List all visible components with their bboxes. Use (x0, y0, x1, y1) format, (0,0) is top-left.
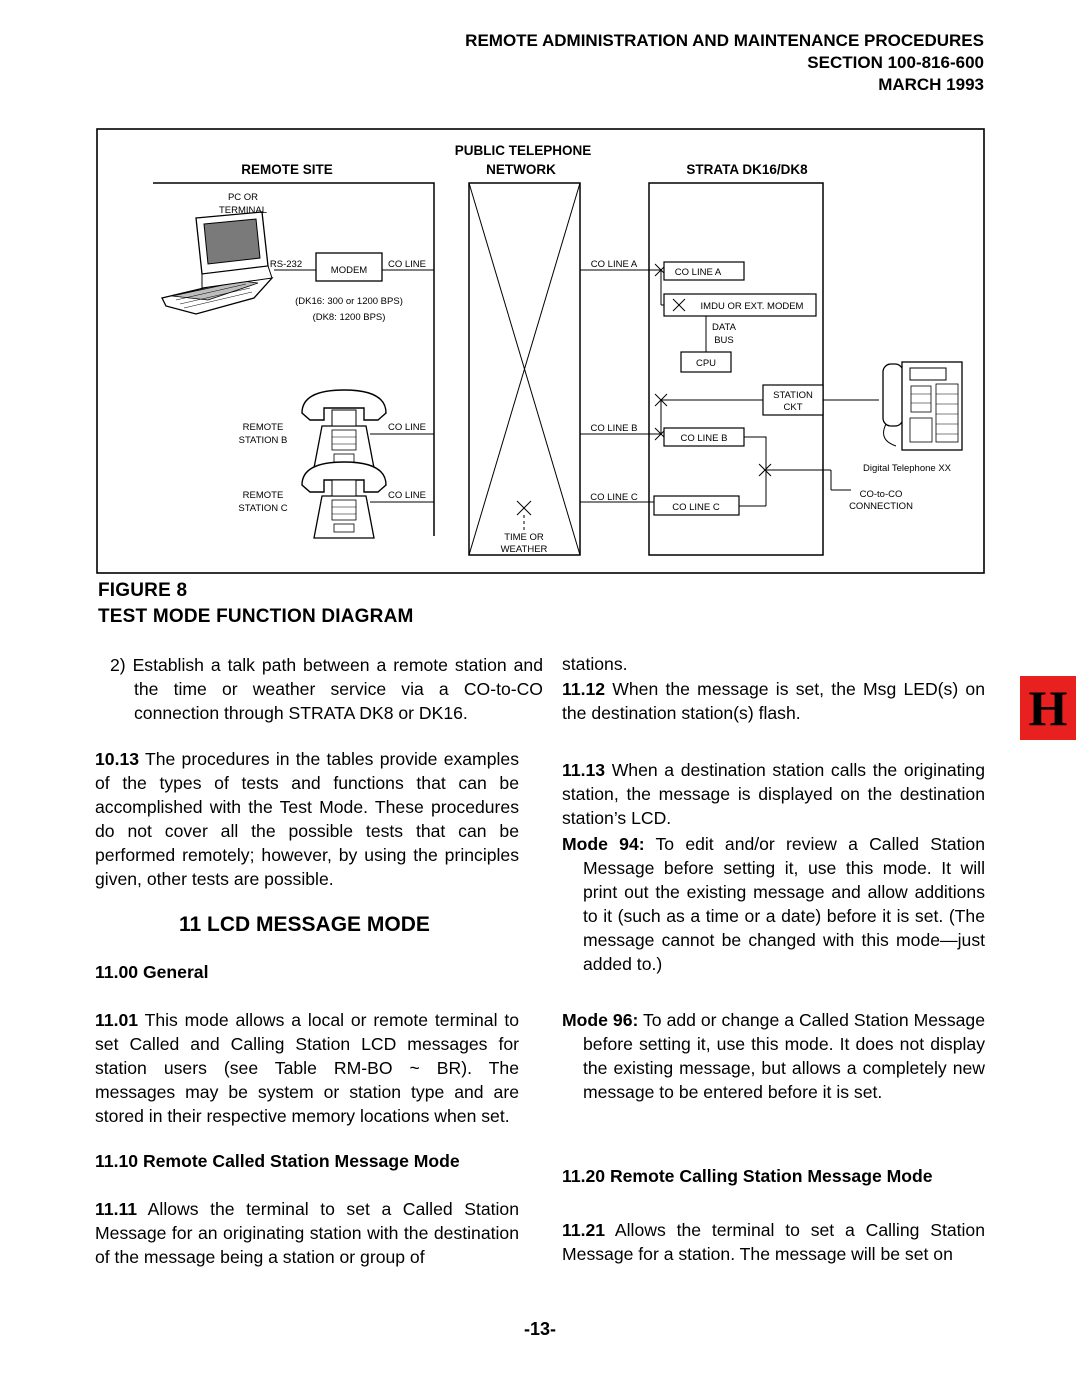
remote-site-bracket (153, 183, 434, 536)
label-pc-or: PC OR (227, 192, 259, 203)
paragraph-11-11-text: Allows the terminal to set a Called Station Message for an originating station with the destination of the message being a station or group of (95, 1199, 519, 1267)
label-co-to-co: CO-to-CO (859, 489, 903, 500)
paragraph-mode-96 (562, 1008, 985, 1104)
header-section: SECTION 100-816-600 (807, 53, 984, 72)
label-station: STATION (773, 390, 813, 401)
paragraph-11-01 (95, 1008, 519, 1128)
header-date: MARCH 1993 (878, 75, 984, 94)
label-remote-c: REMOTE (242, 490, 284, 501)
label-modem: MODEM (330, 265, 368, 276)
label-connection: CONNECTION (849, 501, 913, 512)
test-mode-diagram (96, 128, 986, 575)
paragraph-10-13-text: The procedures in the tables provide examples of the types of tests and functions that can be accomplished with the Test Mode. These procedures do not cover all the possible tests that can be performed remotely; however, by using the principles given, other tests are possible. (95, 749, 519, 889)
paragraph-11-12 (562, 677, 985, 725)
paragraph-11-21-text: Allows the terminal to set a Calling Station Message for a station. The message will be set on (562, 1220, 985, 1264)
paragraph-stations (562, 652, 985, 676)
label-remote-b: REMOTE (242, 422, 284, 433)
label-weather: WEATHER (500, 544, 548, 555)
label-co-line-c-box: CO LINE C (672, 502, 720, 513)
label-cpu: CPU (695, 358, 717, 369)
paragraph-11-21 (562, 1218, 985, 1266)
label-dk16-bps: (DK16: 300 or 1200 BPS) (295, 296, 403, 307)
section-tab-h (1020, 676, 1076, 740)
mode-96-text: To add or change a Called Station Message before setting it, use this mode. It does not display the existing message, but allows a completely new message to be entered before it is set. (583, 1010, 985, 1102)
section-heading-11: 11 LCD MESSAGE MODE (179, 913, 430, 936)
telephone-c-icon (302, 462, 386, 538)
paragraph-11-01-text: This mode allows a local or remote terminal to set Called and Calling Station LCD messages for station users (see Table RM-BO ~ BR). The messages may be system or station type and are stored in their respective memory locations when set. (95, 1010, 519, 1126)
section-tab-letter: H (1028, 680, 1068, 736)
paragraph-mode-94 (562, 832, 985, 976)
label-co-line-b-box: CO LINE B (680, 433, 728, 444)
mode-94-label: Mode 94: (562, 834, 645, 854)
label-station-b: STATION B (238, 435, 288, 446)
label-co-line-b: CO LINE B (590, 423, 638, 434)
stations-text: stations. (562, 654, 628, 674)
digital-telephone-icon (883, 362, 962, 450)
mode-94-text: To edit and/or review a Called Station Message before setting it, use this mode. It will print out the existing message and allow additions to it (such as a time or a date) before it is set. (The message cannot be changed with this mode—just added to.) (583, 834, 985, 974)
running-header (465, 30, 984, 96)
subheading-11-10: 11.10 Remote Called Station Message Mode (95, 1151, 460, 1171)
label-station-c: STATION C (238, 503, 288, 514)
label-rs232: RS-232 (269, 259, 303, 270)
label-data: DATA (712, 322, 736, 333)
label-co-line-modem: CO LINE (387, 259, 427, 270)
paragraph-10-13-number: 10.13 (95, 749, 140, 769)
label-remote-site: REMOTE SITE (241, 162, 333, 177)
label-network: NETWORK (486, 162, 556, 177)
figure-title: TEST MODE FUNCTION DIAGRAM (98, 606, 414, 627)
label-digital-telephone: Digital Telephone XX (862, 463, 952, 474)
label-co-line-b-left: CO LINE (387, 422, 427, 433)
page-number: -13- (523, 1319, 556, 1339)
label-co-line-a: CO LINE A (590, 259, 638, 270)
subheading-11-20: 11.20 Remote Calling Station Message Mode (562, 1166, 933, 1186)
paragraph-11-11 (95, 1197, 519, 1269)
paragraph-11-11-number: 11.11 (95, 1199, 138, 1219)
paragraph-11-13-text: When a destination station calls the originating station, the message is displayed on the destination station’s LCD. (562, 760, 985, 828)
label-dk8-bps: (DK8: 1200 BPS) (312, 312, 386, 323)
label-imdu: IMDU OR EXT. MODEM (700, 301, 804, 312)
list-item-2-text: 2) Establish a talk path between a remote station and the time or weather service via a CO-to-CO connection through STRATA DK8 or DK16. (110, 655, 543, 723)
label-co-line-c: CO LINE C (590, 492, 638, 503)
label-public-telephone: PUBLIC TELEPHONE (454, 143, 592, 158)
figure-number: FIGURE 8 (98, 580, 188, 601)
paragraph-11-13-number: 11.13 (562, 760, 606, 780)
header-title: REMOTE ADMINISTRATION AND MAINTENANCE PROCEDURES (465, 31, 984, 50)
label-strata: STRATA DK16/DK8 (686, 162, 808, 177)
label-ckt: CKT (783, 402, 803, 413)
paragraph-11-13 (562, 758, 985, 830)
paragraph-11-01-number: 11.01 (95, 1010, 139, 1030)
list-item-2 (110, 653, 543, 725)
paragraph-11-12-text: When the message is set, the Msg LED(s) on the destination station(s) flash. (562, 679, 985, 723)
telephone-b-icon (302, 390, 386, 468)
paragraph-10-13 (95, 747, 519, 891)
label-terminal: TERMINAL (218, 205, 268, 216)
label-co-line-a-box: CO LINE A (674, 267, 722, 278)
pc-terminal-icon (162, 212, 272, 314)
label-bus: BUS (714, 335, 734, 346)
label-time-or: TIME OR (504, 532, 544, 543)
label-co-line-c-left: CO LINE (387, 490, 427, 501)
paragraph-11-21-number: 11.21 (562, 1220, 606, 1240)
paragraph-11-12-number: 11.12 (562, 679, 606, 699)
mode-96-label: Mode 96: (562, 1010, 639, 1030)
subheading-11-00: 11.00 General (95, 962, 209, 982)
